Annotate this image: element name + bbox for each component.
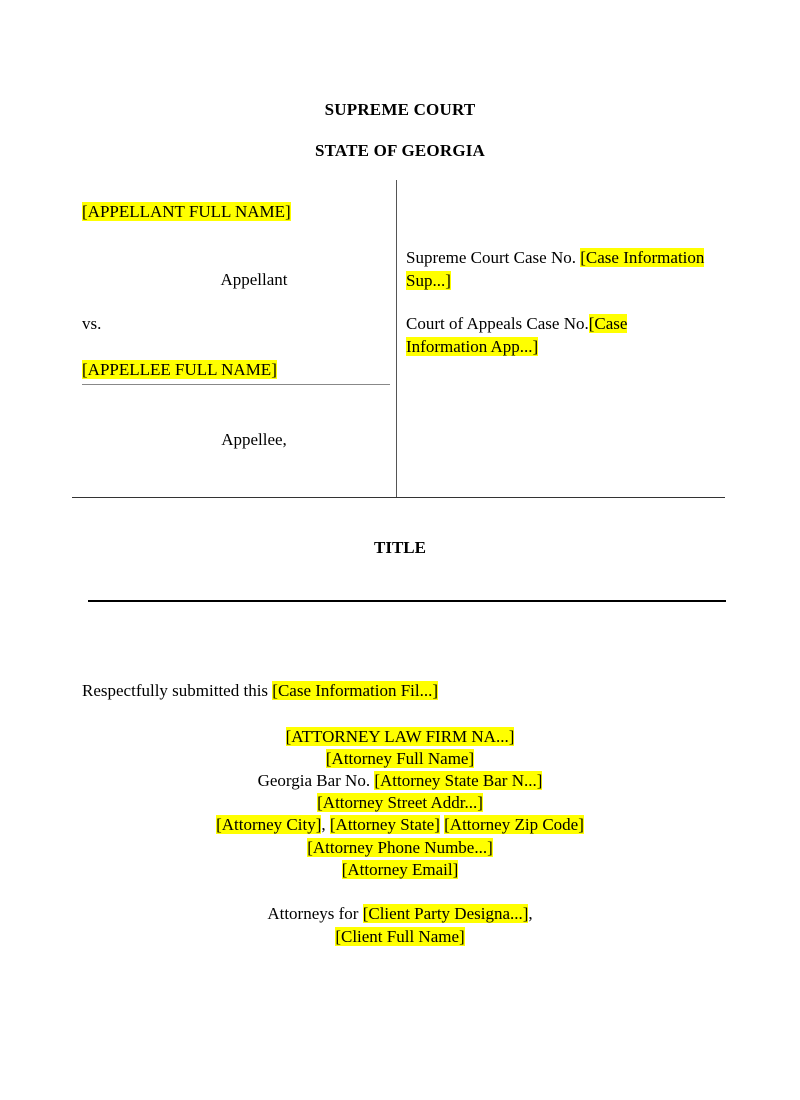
court-of-appeals-case-value[interactable]: [Case Information App...] bbox=[406, 314, 628, 356]
attorney-name-value[interactable]: [Attorney Full Name] bbox=[325, 749, 475, 768]
bar-number-value[interactable]: [Attorney State Bar N...] bbox=[374, 771, 543, 790]
city-value[interactable]: [Attorney City] bbox=[216, 815, 322, 834]
caption-parties-column bbox=[72, 180, 396, 498]
supreme-court-case-label: Supreme Court Case No. bbox=[406, 248, 576, 267]
appellant-role-label: Appellant bbox=[220, 270, 288, 289]
phone-value[interactable]: [Attorney Phone Numbe...] bbox=[307, 838, 493, 857]
versus-label: vs. bbox=[82, 314, 102, 333]
appellee-name-field[interactable] bbox=[82, 360, 277, 380]
city-separator: , bbox=[321, 815, 326, 834]
supreme-court-case-line bbox=[406, 246, 706, 292]
attorneys-for-label: Attorneys for bbox=[267, 904, 359, 923]
document-title: TITLE bbox=[374, 538, 426, 557]
email-value[interactable]: [Attorney Email] bbox=[341, 860, 459, 879]
firm-name-line bbox=[0, 726, 800, 748]
court-of-appeals-case-label: Court of Appeals Case No. bbox=[406, 314, 589, 333]
zip-value[interactable]: [Attorney Zip Code] bbox=[444, 815, 584, 834]
street-address-value[interactable]: [Attorney Street Addr...] bbox=[317, 793, 483, 812]
appellant-name-field[interactable] bbox=[82, 202, 291, 222]
phone-line bbox=[0, 837, 800, 859]
city-state-zip-line bbox=[0, 814, 800, 836]
court-of-appeals-case-line bbox=[406, 312, 706, 358]
case-caption-block bbox=[72, 180, 725, 498]
bar-number-label: Georgia Bar No. bbox=[257, 771, 371, 790]
client-party-designation-value[interactable]: [Client Party Designa...] bbox=[362, 904, 529, 923]
attorneys-for-line bbox=[0, 903, 800, 925]
attorney-name-line bbox=[0, 748, 800, 770]
street-address-line bbox=[0, 792, 800, 814]
state-name-heading: STATE OF GEORGIA bbox=[314, 141, 486, 160]
court-name-heading: SUPREME COURT bbox=[324, 100, 476, 119]
submitted-date-line bbox=[82, 681, 438, 701]
state-value[interactable]: [Attorney State] bbox=[329, 815, 440, 834]
firm-name-value[interactable]: [ATTORNEY LAW FIRM NA...] bbox=[285, 727, 515, 746]
appellee-name-value: [APPELLEE FULL NAME] bbox=[82, 360, 277, 379]
bar-number-line bbox=[0, 770, 800, 792]
submitted-prefix-label: Respectfully submitted this bbox=[82, 681, 269, 700]
submitted-date-value[interactable]: [Case Information Fil...] bbox=[272, 681, 439, 700]
client-comma: , bbox=[528, 904, 533, 923]
email-line bbox=[0, 859, 800, 881]
supreme-court-case-value[interactable]: [Case Information Sup...] bbox=[406, 248, 705, 290]
caption-case-numbers-column bbox=[396, 180, 725, 498]
appellee-role-label: Appellee, bbox=[221, 430, 287, 449]
title-horizontal-rule bbox=[88, 600, 726, 602]
appellant-name-value: [APPELLANT FULL NAME] bbox=[82, 202, 291, 221]
client-name-value[interactable]: [Client Full Name] bbox=[335, 927, 465, 946]
client-name-line bbox=[0, 926, 800, 948]
appellee-name-underline bbox=[82, 384, 390, 385]
